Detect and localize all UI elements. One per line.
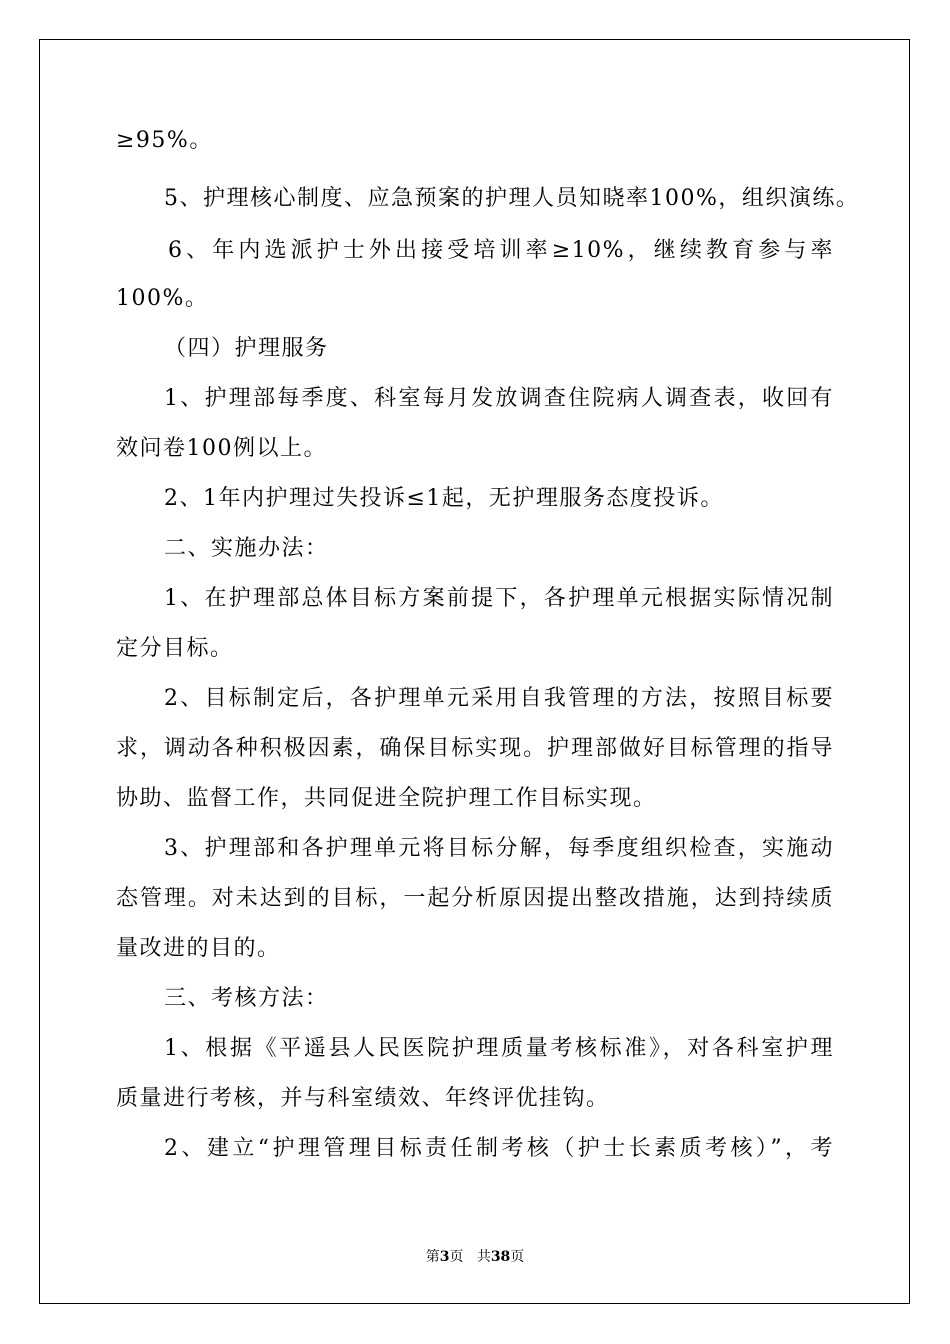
section-heading: 二、实施办法：: [164, 536, 329, 561]
text-line: ≥95%。: [116, 128, 213, 153]
text-line: 2、建立“护理管理目标责任制考核（护士长素质考核）”，考: [164, 1136, 834, 1161]
text-line: 100%。: [116, 286, 209, 311]
text-line: 求，调动各种积极因素，确保目标实现。护理部做好目标管理的指导: [116, 736, 834, 761]
text-line: 质量进行考核，并与科室绩效、年终评优挂钩。: [116, 1086, 610, 1111]
page-suffix: 页: [449, 1249, 464, 1265]
section-heading: 三、考核方法：: [164, 986, 329, 1011]
text-line: 效问卷100例以上。: [116, 436, 327, 461]
section-heading: （四）护理服务: [164, 336, 329, 361]
text-line: 6、年内选派护士外出接受培训率≥10%，继续教育参与率: [168, 238, 834, 263]
page-footer: [0, 1248, 950, 1266]
total-pages: 38: [490, 1249, 511, 1265]
page-border: [39, 39, 910, 1304]
text-line: 2、目标制定后，各护理单元采用自我管理的方法，按照目标要: [164, 686, 834, 711]
page-number: 3: [439, 1249, 450, 1265]
text-line: 定分目标。: [116, 636, 234, 661]
text-line: 态管理。对未达到的目标，一起分析原因提出整改措施，达到持续质: [116, 886, 834, 911]
page-prefix: 第: [425, 1249, 440, 1265]
text-line: 1、护理部每季度、科室每月发放调查住院病人调查表，收回有: [164, 386, 834, 411]
text-line: 3、护理部和各护理单元将目标分解，每季度组织检查，实施动: [164, 836, 834, 861]
text-line: 5、护理核心制度、应急预案的护理人员知晓率100%，组织演练。: [164, 186, 860, 211]
text-line: 1、在护理部总体目标方案前提下，各护理单元根据实际情况制: [164, 586, 834, 611]
text-line: 2、1年内护理过失投诉≤1起，无护理服务态度投诉。: [164, 486, 724, 511]
text-line: 协助、监督工作，共同促进全院护理工作目标实现。: [116, 786, 657, 811]
total-prefix: 共: [476, 1249, 491, 1265]
total-suffix: 页: [510, 1249, 525, 1265]
text-line: 1、根据《平遥县人民医院护理质量考核标准》，对各科室护理: [164, 1036, 834, 1061]
text-line: 量改进的目的。: [116, 936, 281, 961]
